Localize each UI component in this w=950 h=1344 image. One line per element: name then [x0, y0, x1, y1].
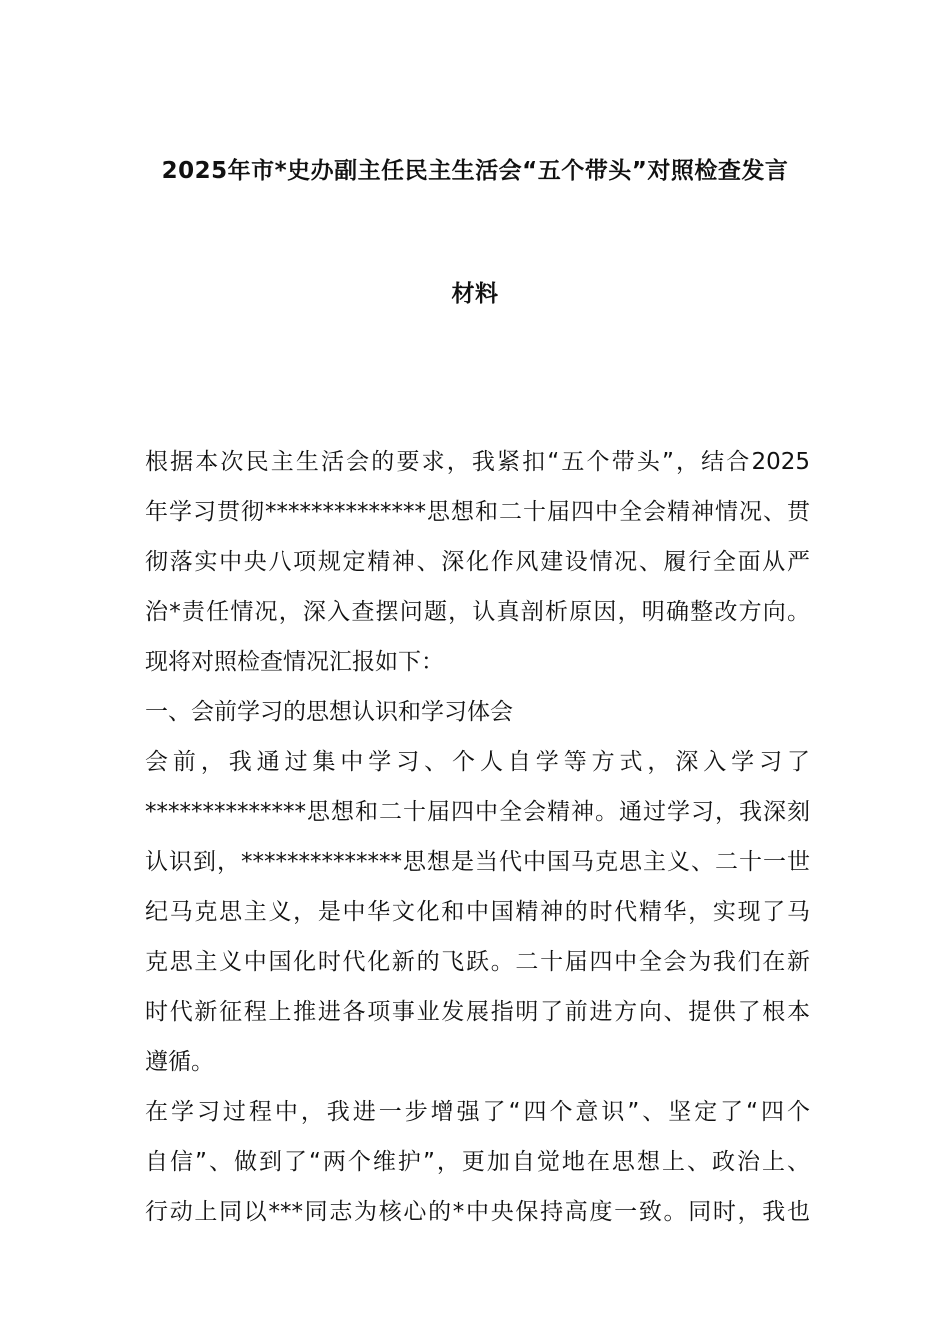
document-title-line-2: 材料: [451, 281, 499, 307]
body-line: 治*责任情况，深入查摆问题，认真剖析原因，明确整改方向。: [145, 599, 810, 625]
body-line: 认识到，**************思想是当代中国马克思主义、二十一世: [145, 849, 810, 875]
body-line: 在学习过程中，我进一步增强了“四个意识”、坚定了“四个: [145, 1099, 810, 1125]
body-line: **************思想和二十届四中全会精神。通过学习，我深刻: [145, 799, 810, 825]
body-line: 行动上同以***同志为核心的*中央保持高度一致。同时，我也: [145, 1199, 810, 1225]
body-line: 时代新征程上推进各项事业发展指明了前进方向、提供了根本: [145, 999, 810, 1025]
section-heading: 一、会前学习的思想认识和学习体会: [145, 699, 513, 725]
body-line: 自信”、做到了“两个维护”，更加自觉地在思想上、政治上、: [145, 1149, 810, 1175]
body-line: 纪马克思主义，是中华文化和中国精神的时代精华，实现了马: [145, 899, 810, 925]
body-line: 遵循。: [145, 1049, 214, 1075]
body-line: 现将对照检查情况汇报如下：: [145, 649, 444, 675]
body-line: 克思主义中国化时代化新的飞跃。二十届四中全会为我们在新: [145, 949, 810, 975]
body-line: 根据本次民主生活会的要求，我紧扣“五个带头”，结合2025: [145, 449, 810, 475]
body-line: 彻落实中央八项规定精神、深化作风建设情况、履行全面从严: [145, 549, 810, 575]
document-title-line-1: 2025年市*史办副主任民主生活会“五个带头”对照检查发言: [161, 158, 789, 184]
body-line: 年学习贯彻**************思想和二十届四中全会精神情况、贯: [145, 499, 810, 525]
body-line: 会前，我通过集中学习、个人自学等方式，深入学习了: [145, 749, 810, 775]
document-body: [145, 437, 810, 1237]
